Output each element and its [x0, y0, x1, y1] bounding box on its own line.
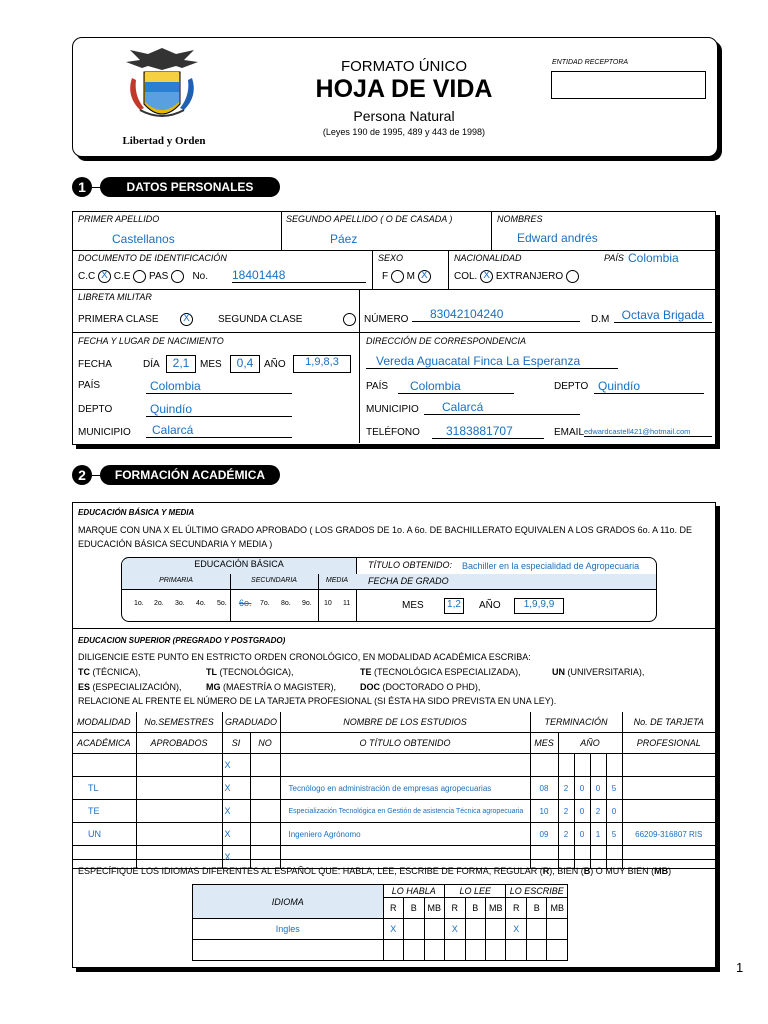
h-profesional: PROFESIONAL: [622, 733, 715, 754]
anio-2-cell[interactable]: 0: [574, 800, 590, 823]
nombre-cell[interactable]: Ingeniero Agrónomo: [280, 823, 530, 846]
semestres-cell[interactable]: [136, 777, 222, 800]
primaria-label: PRIMARIA: [159, 577, 193, 584]
nombres-label: NOMBRES: [497, 214, 543, 224]
pais-dir-value[interactable]: Colombia: [398, 379, 514, 394]
basica-header: EDUCACIÓN BÁSICA: [194, 559, 284, 569]
municipio-dir-label: MUNICIPIO: [366, 404, 419, 415]
lo-lee-header: LO LEE: [445, 885, 506, 898]
segunda-clase-label: SEGUNDA CLASE: [218, 314, 303, 325]
grade-5[interactable]: 5o.: [217, 600, 227, 607]
mes-label: MES: [200, 359, 222, 370]
empty-cell[interactable]: [465, 940, 485, 961]
idioma-empty[interactable]: [193, 940, 384, 961]
nombres-value[interactable]: Edward andrés: [517, 231, 598, 245]
table-row: [72, 754, 715, 777]
empty-cell[interactable]: [506, 940, 526, 961]
escribe-b: B: [526, 898, 546, 919]
grades-row: [122, 594, 356, 616]
es-code: ES: [78, 682, 91, 692]
grade-1[interactable]: 1o.: [134, 600, 144, 607]
lee-b: B: [465, 898, 485, 919]
anio-3-cell[interactable]: 1: [590, 823, 606, 846]
h-modalidad: MODALIDAD: [72, 712, 136, 733]
lee-r: R: [445, 898, 465, 919]
un-desc: (UNIVERSITARIA),: [567, 667, 645, 677]
tl-desc: (TECNOLÓGICA),: [219, 667, 294, 677]
h-nombre: NOMBRE DE LOS ESTUDIOS: [280, 712, 530, 733]
email-label: EMAIL: [554, 427, 585, 438]
sexo-label: SEXO: [378, 253, 404, 263]
nombre-cell[interactable]: [280, 754, 530, 777]
subtitle: Persona Natural: [353, 108, 455, 124]
section-number-2: 2: [72, 465, 92, 485]
escribe-r: R: [506, 898, 526, 919]
doc-code: DOC: [360, 682, 380, 692]
primer-apellido-value[interactable]: Castellanos: [112, 232, 175, 246]
anio-4-cell[interactable]: [606, 754, 622, 777]
grade-4[interactable]: 4o.: [196, 600, 206, 607]
motto: Libertad y Orden: [122, 135, 206, 147]
habla-mb: MB: [424, 898, 444, 919]
anio-2-cell[interactable]: 0: [574, 777, 590, 800]
nacionalidad-label: NACIONALIDAD: [454, 253, 522, 263]
grade-8[interactable]: 8o.: [281, 600, 291, 607]
escribe-mb-check[interactable]: [547, 919, 568, 940]
segundo-apellido-label: SEGUNDO APELLIDO ( O DE CASADA ): [286, 214, 453, 224]
grade-10[interactable]: 10: [324, 600, 332, 607]
h-no: NO: [250, 733, 280, 754]
idiomas-b: B: [583, 866, 591, 876]
idioma-value[interactable]: Ingles: [193, 919, 384, 940]
extranjero-label: EXTRANJERO: [495, 271, 564, 283]
direccion-label: DIRECCIÓN DE CORRESPONDENCIA: [366, 336, 527, 346]
anio-grado-label: AÑO: [479, 600, 501, 611]
doc-no-label: No.: [192, 271, 208, 283]
lee-mb: MB: [485, 898, 505, 919]
municipio-nacimiento-label: MUNICIPIO: [78, 427, 131, 438]
lo-escribe-header: LO ESCRIBE: [506, 885, 568, 898]
graduado-si-cell[interactable]: X: [222, 846, 250, 869]
page-title: HOJA DE VIDA: [315, 75, 493, 103]
titulo-label: TÍTULO OBTENIDO:: [368, 560, 453, 570]
grade-7[interactable]: 7o.: [260, 600, 270, 607]
modalidad-cell[interactable]: TE: [72, 800, 136, 823]
telefono-value[interactable]: 3183881707: [432, 424, 544, 439]
h-mes: MES: [530, 733, 558, 754]
depto-nacimiento-value[interactable]: Quindío: [146, 402, 292, 417]
es-desc: (ESPECIALIZACIÓN),: [92, 682, 182, 692]
graduado-no-cell[interactable]: [250, 823, 280, 846]
tc-code: TC: [78, 667, 90, 677]
laws: (Leyes 190 de 1995, 489 y 443 de 1998): [322, 127, 486, 137]
titulo-value[interactable]: Bachiller en la especialidad de Agropecuaria: [462, 561, 640, 571]
idiomas-r: R: [542, 866, 550, 876]
anio-value[interactable]: 1,9,8,3: [293, 355, 351, 373]
col-radio[interactable]: [480, 270, 493, 283]
pais-nacimiento-label: PAÍS: [78, 380, 101, 391]
empty-cell[interactable]: [404, 940, 424, 961]
mg-desc: (MAESTRÍA O MAGISTER),: [223, 682, 337, 692]
extranjero-radio[interactable]: [566, 270, 579, 283]
superior-table: [72, 712, 715, 869]
mes-cell[interactable]: 10: [530, 800, 558, 823]
empty-cell[interactable]: [485, 940, 505, 961]
section-title-formacion: FORMACIÓN ACADÉMICA: [100, 465, 280, 485]
basica-instructions: MARQUE CON UNA X EL ÚLTIMO GRADO APROBADO ( LOS GRADOS DE 1o. A 6o. DE BACHILLERATO EQUIVALEN A LOS GRADOS 6o. A 11o. DE EDUCACIÓN BÁSICA SECUNDARIA Y MEDIA ): [78, 525, 693, 549]
mes-cell[interactable]: 09: [530, 823, 558, 846]
anio-4-cell[interactable]: 5: [606, 823, 622, 846]
divider: [281, 212, 282, 250]
municipio-dir-value[interactable]: Calarcá: [424, 400, 580, 415]
mg-code: MG: [206, 682, 221, 692]
idiomas-instr-a: ESPECÍFIQUE LOS IDIOMAS DIFERENTES AL ESPAÑOL QUE: HABLA, LEE, ESCRIBE DE FORMA, REGULAR (: [78, 866, 543, 876]
primera-clase-label: PRIMERA CLASE: [78, 314, 159, 325]
ce-radio[interactable]: [133, 270, 146, 283]
grade-3[interactable]: 3o.: [175, 600, 185, 607]
page-number: 1: [736, 960, 744, 975]
coat-of-arms-emblem: [118, 44, 206, 136]
fecha-grado-label: FECHA DE GRADO: [368, 576, 449, 586]
empty-cell[interactable]: [424, 940, 444, 961]
cc-radio[interactable]: [98, 270, 111, 283]
grade-2[interactable]: 2o.: [154, 600, 164, 607]
modalidad-cell[interactable]: TL: [72, 777, 136, 800]
table-row: [72, 777, 715, 800]
anio-4-cell[interactable]: 5: [606, 777, 622, 800]
mg-text: [206, 682, 336, 692]
superior-instr-3: RELACIONE AL FRENTE EL NÚMERO DE LA TARJETA PROFESIONAL (SI ÉSTA HA SIDO PREVISTA EN UNA LEY).: [78, 696, 557, 706]
mes-value[interactable]: 0,4: [230, 355, 260, 373]
lee-r-check[interactable]: X: [445, 919, 465, 940]
fecha-lugar-label: FECHA Y LUGAR DE NACIMIENTO: [78, 336, 224, 346]
empty-cell[interactable]: [547, 940, 568, 961]
numero-label: NÚMERO: [364, 314, 409, 325]
te-code: TE: [360, 667, 372, 677]
anio-3-cell[interactable]: 0: [590, 777, 606, 800]
email-value[interactable]: edwardcastell421@hotmail.com: [584, 427, 712, 437]
idiomas-table: [192, 884, 568, 961]
semestres-cell[interactable]: [136, 754, 222, 777]
escribe-mb: MB: [547, 898, 568, 919]
idiomas-mid2: ) O MUY BIEN (: [590, 866, 655, 876]
graduado-si-cell[interactable]: X: [222, 823, 250, 846]
m-radio[interactable]: [418, 270, 431, 283]
tarjeta-cell[interactable]: [622, 754, 715, 777]
lee-b-check[interactable]: [465, 919, 485, 940]
tl-code: TL: [206, 667, 217, 677]
dia-label: DÍA: [143, 359, 160, 370]
empty-cell[interactable]: [383, 940, 403, 961]
h-titulo: O TÍTULO OBTENIDO: [280, 733, 530, 754]
superior-body: [72, 754, 715, 869]
divider: [73, 250, 715, 251]
anio-2-cell[interactable]: 0: [574, 823, 590, 846]
anio-4-cell[interactable]: 0: [606, 800, 622, 823]
habla-r: R: [383, 898, 403, 919]
graduado-no-cell[interactable]: [250, 800, 280, 823]
semestres-cell[interactable]: [136, 800, 222, 823]
habla-mb-check[interactable]: [424, 919, 444, 940]
table-row: [72, 800, 715, 823]
pais-nac-label: PAÍS: [604, 253, 624, 263]
tc-text: [78, 667, 141, 677]
doc-number-value[interactable]: 18401448: [232, 268, 366, 283]
section-number-1: 1: [72, 177, 92, 197]
nacionalidad-row: [454, 270, 579, 283]
graduado-si-cell[interactable]: X: [222, 800, 250, 823]
f-radio[interactable]: [391, 270, 404, 283]
habla-r-check[interactable]: X: [383, 919, 403, 940]
mes-grado-label: MES: [402, 600, 424, 611]
mes-grado-value[interactable]: 1,2: [444, 598, 464, 614]
section-title-datos: DATOS PERSONALES: [100, 177, 280, 197]
depto-dir-value[interactable]: Quindío: [594, 379, 704, 394]
h-si: SI: [222, 733, 250, 754]
escribe-r-check[interactable]: X: [506, 919, 526, 940]
dm-value[interactable]: Octava Brigada: [614, 308, 712, 323]
doc-type-row: [78, 270, 208, 283]
basica-title: EDUCACIÓN BÁSICA Y MEDIA: [78, 508, 195, 517]
sexo-row: [382, 270, 431, 283]
lee-mb-check[interactable]: [485, 919, 505, 940]
es-text: [78, 682, 182, 692]
habla-b: B: [404, 898, 424, 919]
primer-apellido-label: PRIMER APELLIDO: [78, 214, 160, 224]
graduado-si-cell[interactable]: X: [222, 777, 250, 800]
libreta-label: LIBRETA MILITAR: [78, 292, 152, 302]
te-desc: (TECNOLÓGICA ESPECIALIZADA),: [374, 667, 521, 677]
entity-input[interactable]: [551, 71, 706, 99]
mes-cell[interactable]: [530, 754, 558, 777]
empty-cell[interactable]: [445, 940, 465, 961]
modalidad-cell[interactable]: [72, 754, 136, 777]
segundo-apellido-value[interactable]: Páez: [330, 232, 358, 246]
anio-grado-value[interactable]: 1,9,9,9: [514, 598, 564, 614]
semestres-cell[interactable]: [136, 823, 222, 846]
h-graduado: GRADUADO: [222, 712, 280, 733]
format-label: FORMATO ÚNICO: [340, 58, 468, 75]
municipio-nacimiento-value[interactable]: Calarcá: [146, 423, 292, 438]
direccion-value[interactable]: Vereda Aguacatal Finca La Esperanza: [366, 354, 618, 369]
h-terminacion: TERMINACIÓN: [530, 712, 622, 733]
divider: [372, 251, 373, 289]
f-label: F: [382, 271, 389, 283]
anio-1-cell[interactable]: 2: [558, 800, 574, 823]
graduado-si-cell[interactable]: X: [222, 754, 250, 777]
secundaria-label: SECUNDARIA: [251, 577, 297, 584]
idioma-header: IDIOMA: [193, 885, 384, 919]
ce-label: C.E: [113, 271, 131, 283]
te-text: [360, 667, 521, 677]
telefono-label: TELÉFONO: [366, 427, 420, 438]
graduado-no-cell[interactable]: [250, 777, 280, 800]
divider: [73, 289, 715, 290]
anio-1-cell[interactable]: 2: [558, 777, 574, 800]
m-label: M: [406, 271, 416, 283]
nombre-cell[interactable]: Especialización Tecnológica en Gestión de asistencia Técnica agropecuaria: [280, 800, 530, 823]
documento-label: DOCUMENTO DE IDENTIFICACIÓN: [78, 253, 227, 263]
table-row: [72, 823, 715, 846]
anio-3-cell[interactable]: [590, 754, 606, 777]
un-text: [552, 667, 644, 677]
tarjeta-cell[interactable]: 66209-316807 RIS: [622, 823, 715, 846]
anio-1-cell[interactable]: 2: [558, 823, 574, 846]
pais-nacimiento-value[interactable]: Colombia: [146, 379, 292, 394]
un-code: UN: [552, 667, 565, 677]
idiomas-mb: MB: [654, 866, 669, 876]
superior-instr-1: DILIGENCIE ESTE PUNTO EN ESTRICTO ORDEN CRONOLÓGICO, EN MODALIDAD ACADÉMICA ESCRIBA:: [78, 652, 531, 662]
libreta-number-value[interactable]: 83042104240: [412, 307, 580, 322]
h-tarjeta: No. DE TARJETA: [622, 712, 715, 733]
divider: [491, 212, 492, 250]
empty-cell[interactable]: [526, 940, 546, 961]
modalidad-cell[interactable]: UN: [72, 823, 136, 846]
h-semestres: No.SEMESTRES: [136, 712, 222, 733]
anio-1-cell[interactable]: [558, 754, 574, 777]
divider: [73, 332, 715, 333]
media-label: MEDIA: [325, 577, 349, 584]
h-aprobados: APROBADOS: [136, 733, 222, 754]
graduado-no-cell[interactable]: [250, 754, 280, 777]
basica-grade-box: [121, 557, 657, 622]
anio-label: AÑO: [264, 359, 286, 370]
doc-text: [360, 682, 480, 692]
pais-nac-value[interactable]: Colombia: [628, 251, 679, 265]
idiomas-instructions: [78, 866, 671, 876]
grade-11[interactable]: 11: [343, 600, 351, 607]
h-academica: ACADÉMICA: [72, 733, 136, 754]
idiomas-end: ): [668, 866, 672, 876]
dia-value[interactable]: 2,1: [166, 355, 196, 373]
depto-nacimiento-label: DEPTO: [78, 404, 113, 415]
divider: [73, 628, 715, 629]
grade-9[interactable]: 9o.: [302, 600, 312, 607]
escribe-b-check[interactable]: [526, 919, 546, 940]
dm-label: D.M: [591, 314, 610, 325]
superior-title: EDUCACION SUPERIOR (PREGRADO Y POSTGRADO): [78, 636, 286, 645]
mes-cell[interactable]: 08: [530, 777, 558, 800]
entity-label: ENTIDAD RECEPTORA: [552, 59, 629, 66]
fecha-label: FECHA: [78, 359, 112, 370]
h-anio: AÑO: [558, 733, 622, 754]
col-label: COL.: [454, 271, 478, 283]
grade-6[interactable]: 6o.: [239, 598, 252, 608]
tc-desc: (TÉCNICA),: [92, 667, 141, 677]
idiomas-mid1: ), BIEN (: [549, 866, 584, 876]
doc-desc: (DOCTORADO O PHD),: [382, 682, 481, 692]
divider: [448, 251, 449, 289]
tl-text: [206, 667, 294, 677]
tarjeta-cell[interactable]: [622, 777, 715, 800]
depto-dir-label: DEPTO: [554, 381, 589, 392]
nombre-cell[interactable]: Tecnólogo en administración de empresas agropecuarias: [280, 777, 530, 800]
anio-3-cell[interactable]: 2: [590, 800, 606, 823]
tarjeta-cell[interactable]: [622, 800, 715, 823]
lo-habla-header: LO HABLA: [383, 885, 444, 898]
pais-dir-label: PAÍS: [366, 381, 389, 392]
pas-radio[interactable]: [171, 270, 184, 283]
pas-label: PAS: [149, 271, 169, 283]
habla-b-check[interactable]: [404, 919, 424, 940]
divider: [359, 290, 360, 443]
anio-2-cell[interactable]: [574, 754, 590, 777]
cc-label: C.C: [78, 271, 96, 283]
